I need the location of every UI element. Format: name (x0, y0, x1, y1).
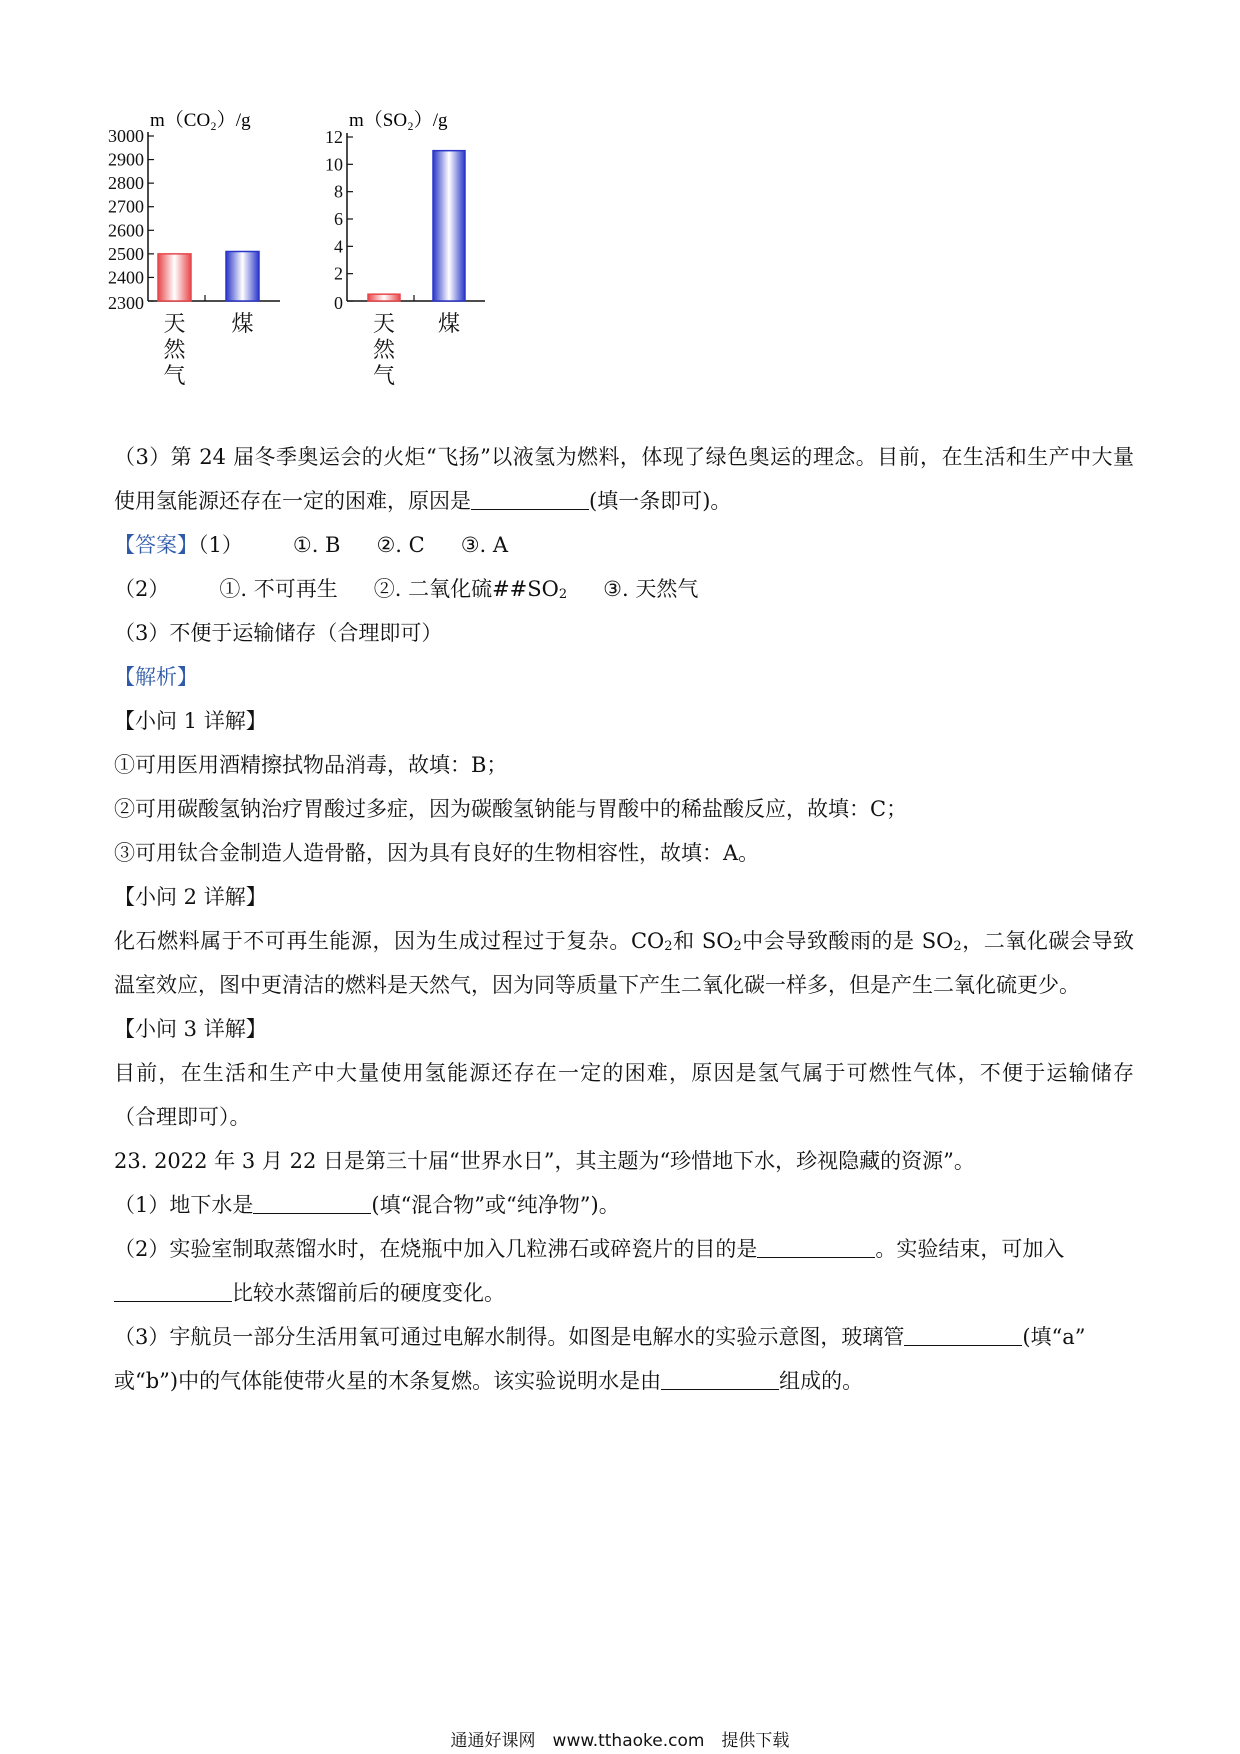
answer-blank (471, 489, 589, 510)
question-23-part-2-line-1 (114, 1234, 1064, 1264)
subscript: 2 (558, 587, 568, 602)
answer-blank (661, 1369, 779, 1390)
footer-text: 通通好课网 www.tthaoke.com 提供下载 (450, 1731, 790, 1751)
answer-blank (757, 1237, 875, 1258)
y-tick-label: 2300 (108, 293, 144, 313)
y-tick-label: 4 (334, 236, 343, 257)
text: 化石燃料属于不可再生能源，因为生成过程过于复杂。CO (114, 929, 665, 953)
answer-1-label: （1） (198, 533, 243, 557)
sub-question-3-line-1: 目前，在生活和生产中大量使用氢能源还存在一定的困难，原因是氢气属于可燃性气体，不便于运输储存 (114, 1061, 1134, 1085)
question-3-hint: (填一条即可)。 (589, 489, 732, 513)
sub-question-1-line-2: ②可用碳酸氢钠治疗胃酸过多症，因为碳酸氢钠能与胃酸中的稀盐酸反应，故填：C； (114, 797, 908, 821)
co2-bar-chart (100, 110, 320, 440)
y-tick-label: 2700 (108, 196, 144, 217)
answer-line-2 (114, 574, 698, 610)
y-tick-label: 2600 (108, 220, 144, 241)
sub-question-1-heading: 【小问 1 详解】 (114, 709, 267, 733)
y-tick-label: 2900 (108, 149, 144, 170)
question-3-line-1: （3）第 24 届冬季奥运会的火炬“飞扬”以液氢为燃料，体现了绿色奥运的理念。目前，在生活和生产中大量 (114, 445, 1134, 469)
sub-question-3-heading: 【小问 3 详解】 (114, 1017, 267, 1041)
y-tick-label: 2500 (108, 243, 144, 264)
answer-1b: ②. C (376, 533, 425, 557)
text: （1）地下水是 (114, 1193, 254, 1217)
y-tick-label: 6 (334, 209, 343, 229)
subscript: 2 (733, 939, 742, 954)
answer-blank (253, 1193, 371, 1214)
answer-2-label: （2） (114, 577, 170, 601)
answer-line-1 (114, 530, 508, 560)
text: （3）宇航员一部分生活用氧可通过电解水制得。如图是电解水的实验示意图，玻璃管 (114, 1325, 905, 1349)
answer-blank (904, 1325, 1022, 1346)
subscript: 2 (664, 939, 673, 954)
y-tick-label: 2 (334, 263, 343, 284)
y-tick-label: 2400 (108, 267, 144, 288)
text: 和 SO (672, 929, 734, 953)
y-tick-label: 12 (325, 127, 343, 147)
text: 比较水蒸馏前后的硬度变化。 (232, 1281, 505, 1305)
question-23-part-3-line-1 (114, 1322, 1086, 1352)
so2-bar-chart (325, 110, 595, 440)
question-3-text: 使用氢能源还存在一定的困难，原因是 (114, 489, 471, 513)
x-category-label: 煤 (437, 312, 461, 337)
answer-1c: ③. A (460, 533, 509, 557)
answer-2b: ②. 二氧化硫##SO (373, 577, 559, 601)
sub-question-3-line-2: （合理即可）。 (114, 1105, 251, 1129)
sub-question-2-line-1 (114, 926, 1134, 962)
y-tick-label: 8 (334, 181, 343, 202)
x-category-label: 煤 (231, 312, 254, 337)
bar-charts (100, 110, 600, 440)
text: 。实验结束，可加入 (875, 1237, 1065, 1261)
answer-line-3: （3）不便于运输储存（合理即可） (114, 621, 443, 645)
bar-coal (433, 151, 465, 301)
chart-title: m（CO₂）/g (150, 110, 251, 131)
text: (填“混合物”或“纯净物”)。 (371, 1193, 620, 1217)
bar-natural-gas (368, 294, 400, 301)
y-tick-label: 10 (325, 154, 343, 175)
y-tick-label: 2800 (108, 173, 144, 194)
question-3-line-2 (114, 486, 731, 516)
y-tick-label: 0 (334, 293, 343, 313)
text: 组成的。 (779, 1369, 864, 1393)
text: 中会导致酸雨的是 SO (741, 929, 954, 953)
question-23-title: 23. 2022 年 3 月 22 日是第三十届“世界水日”，其主题为“珍惜地下水，珍视隐藏的资源”。 (114, 1149, 975, 1173)
x-category-label: 天然气 (163, 312, 186, 389)
x-category-label: 天然气 (372, 312, 396, 389)
analysis-tag: 【解析】 (114, 665, 198, 689)
text: ，二氧化碳会导致 (961, 929, 1135, 953)
answer-1a: ①. B (292, 533, 341, 557)
bar-natural-gas (158, 254, 191, 301)
subscript: 2 (953, 939, 962, 954)
answer-blank (114, 1281, 232, 1302)
question-23-part-3-line-2 (114, 1366, 863, 1396)
text: (填“a” (1022, 1325, 1086, 1349)
chart-title: m（SO₂）/g (349, 110, 448, 131)
answer-tag: 【答案】 (114, 533, 198, 557)
sub-question-2-heading: 【小问 2 详解】 (114, 885, 267, 909)
answer-2c: ③. 天然气 (603, 577, 699, 601)
sub-question-2-line-2: 温室效应，图中更清洁的燃料是天然气，因为同等质量下产生二氧化碳一样多，但是产生二氧化硫更少。 (114, 973, 1080, 997)
question-23-part-2-line-2 (114, 1278, 505, 1308)
answer-2a: ①. 不可再生 (219, 577, 338, 601)
text: （2）实验室制取蒸馏水时，在烧瓶中加入几粒沸石或碎瓷片的目的是 (114, 1237, 758, 1261)
bar-coal (226, 252, 259, 302)
y-tick-label: 3000 (108, 126, 144, 146)
text: 或“b”)中的气体能使带火星的木条复燃。该实验说明水是由 (114, 1369, 662, 1393)
sub-question-1-line-3: ③可用钛合金制造人造骨骼，因为具有良好的生物相容性，故填：A。 (114, 841, 760, 865)
question-23-part-1 (114, 1190, 620, 1220)
sub-question-1-line-1: ①可用医用酒精擦拭物品消毒，故填：B； (114, 753, 508, 777)
